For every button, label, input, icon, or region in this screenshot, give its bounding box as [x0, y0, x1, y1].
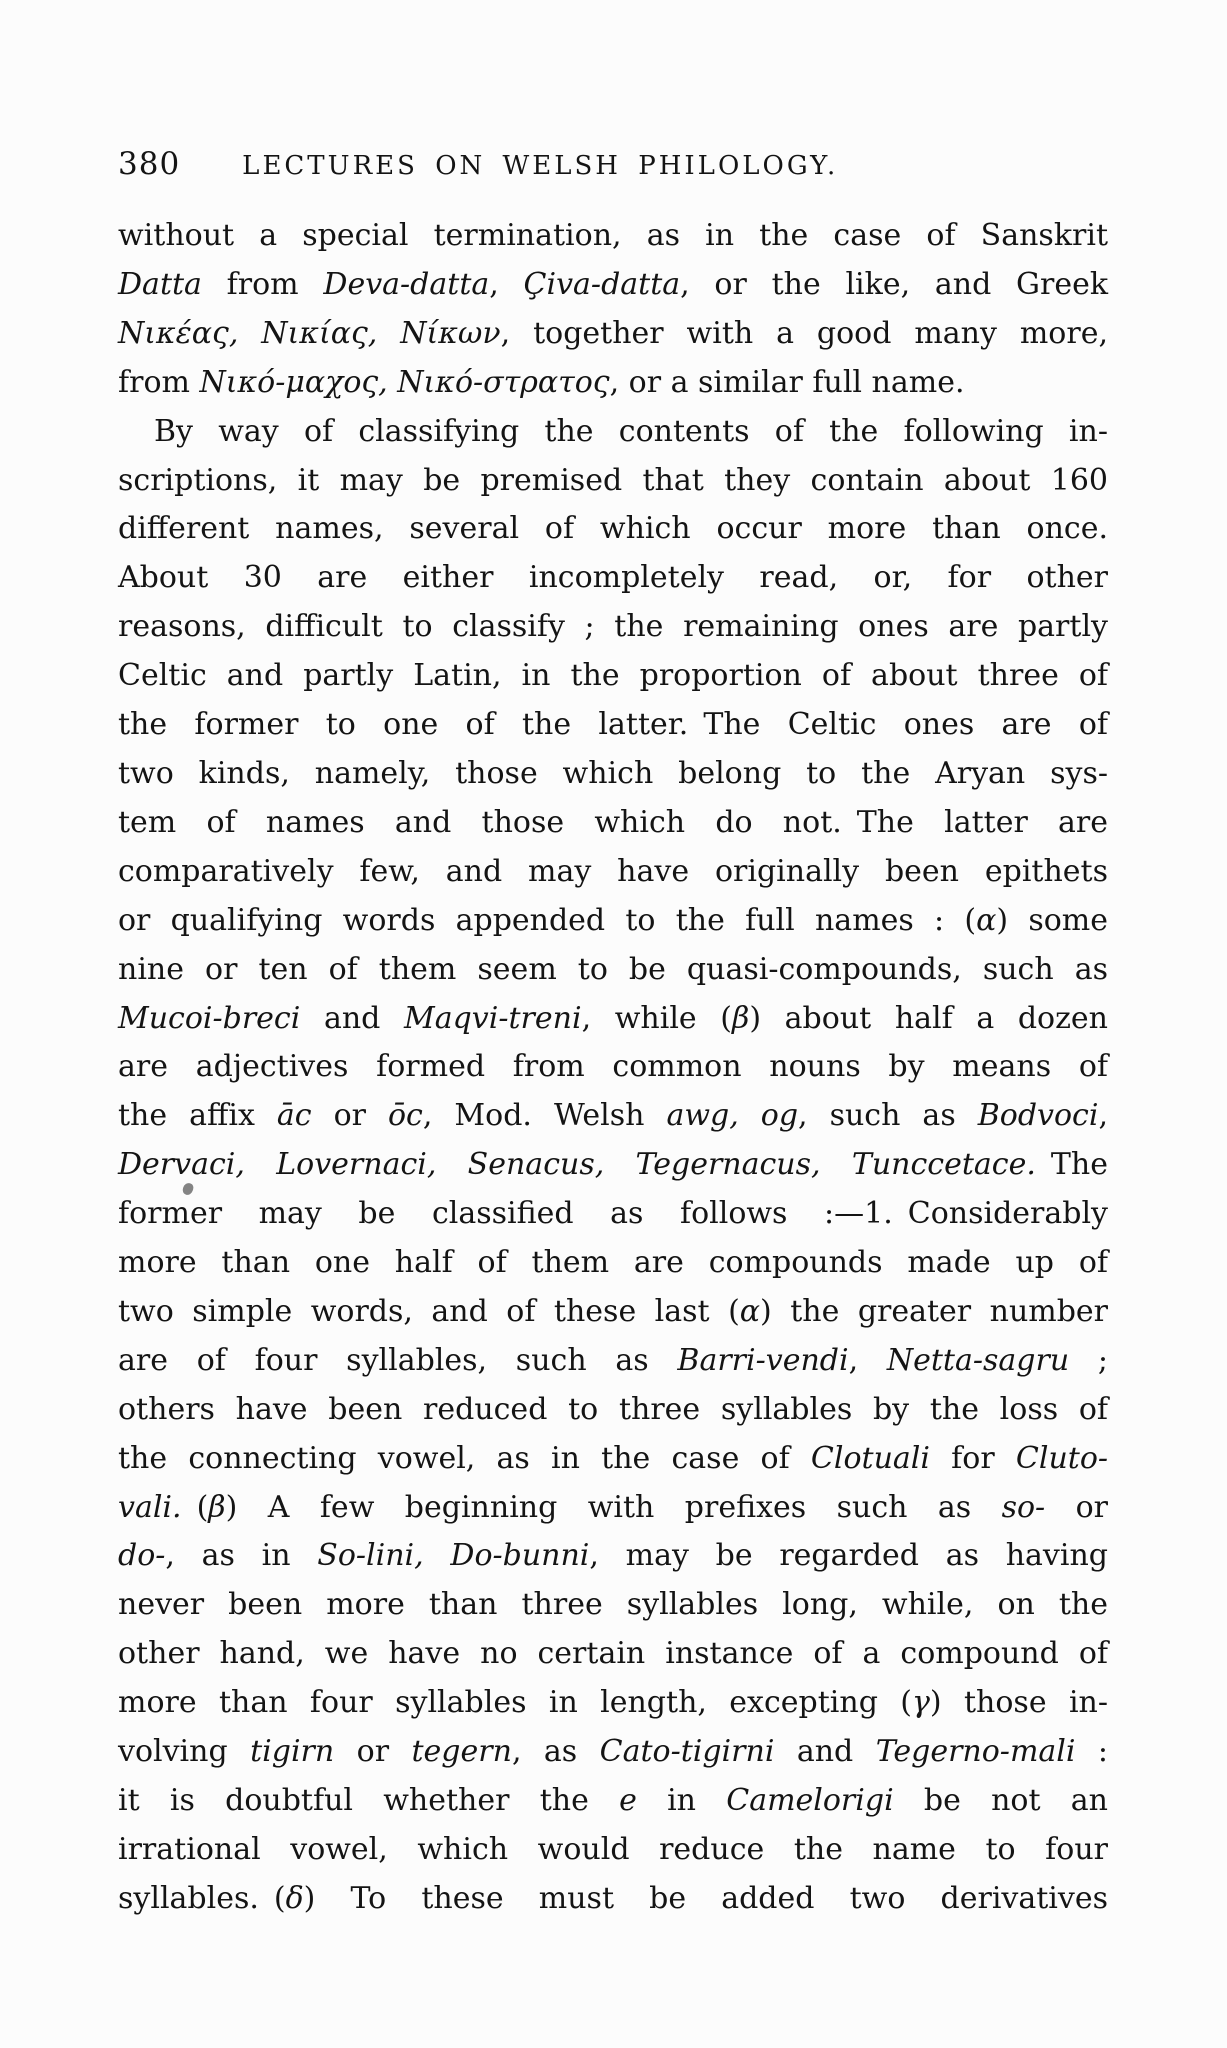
text-line: [118, 505, 1108, 554]
plain-text: ,: [1098, 1098, 1108, 1134]
body-text: [118, 212, 1108, 1924]
italic-text: Tegerno-mali: [875, 1734, 1076, 1770]
plain-text: and: [300, 1000, 404, 1036]
text-line: [118, 897, 1108, 946]
plain-text: , as in: [165, 1538, 318, 1574]
plain-text: ) To these must be added two derivatives: [303, 1880, 1108, 1916]
plain-text: the connecting vowel, as in the case of: [118, 1440, 811, 1476]
italic-text: Deva-datta: [323, 266, 490, 302]
text-line: [118, 1141, 1108, 1190]
text-line: [118, 1239, 1108, 1288]
greek-text: α: [739, 1293, 761, 1329]
plain-text: from: [118, 364, 200, 400]
greek-text: Νικό-μαχος, Νικό-στρατος: [199, 364, 610, 400]
plain-text: tem of names and those which do not. The latter are: [118, 804, 1108, 840]
italic-text: tegern: [411, 1734, 512, 1770]
plain-text: , while (: [581, 1000, 732, 1036]
plain-text: others have been reduced to three syllables by the loss of: [118, 1391, 1108, 1427]
plain-text: ) the greater number: [760, 1293, 1109, 1329]
text-line: [118, 1679, 1108, 1728]
text-line: [118, 1337, 1108, 1386]
italic-text: So-lini, Do-bunni: [317, 1538, 590, 1574]
text-line: [118, 652, 1108, 701]
italic-text: Dervaci, Lovernaci, Senacus, Tegernacus, Tunccetace.: [118, 1147, 1036, 1183]
plain-text: By way of classifying the contents of the following in-: [154, 413, 1108, 449]
plain-text: are of four syllables, such as: [118, 1342, 678, 1378]
italic-text: Cluto-: [1015, 1440, 1109, 1476]
italic-text: vali.: [118, 1489, 182, 1525]
plain-text: two kinds, namely, those which belong to the Aryan sys-: [118, 755, 1108, 791]
plain-text: volving: [118, 1734, 251, 1770]
plain-text: syllables. (: [118, 1880, 286, 1916]
plain-text: ,: [848, 1342, 887, 1378]
italic-text: Çiva-datta: [523, 266, 681, 302]
plain-text: for: [929, 1440, 1016, 1476]
text-line: [118, 1190, 1108, 1239]
text-line: [118, 1386, 1108, 1435]
greek-text: γ: [911, 1685, 930, 1721]
plain-text: (: [181, 1489, 209, 1525]
plain-text: or: [334, 1734, 412, 1770]
text-line: [118, 603, 1108, 652]
greek-text: β: [208, 1489, 226, 1525]
italic-text: e: [619, 1783, 637, 1818]
plain-text: from: [201, 266, 324, 302]
plain-text: ,: [489, 266, 524, 302]
plain-text: ) those in-: [929, 1685, 1109, 1721]
text-line: [118, 359, 1108, 408]
running-title: LECTURES ON WELSH PHILOLOGY.: [242, 151, 839, 181]
plain-text: without a special termination, as in the case of Sanskrit: [118, 218, 1108, 253]
greek-text: β: [732, 1000, 750, 1036]
text-line: [118, 1826, 1108, 1875]
plain-text: in: [636, 1783, 727, 1818]
plain-text: and: [774, 1734, 876, 1770]
plain-text: two simple words, and of these last (: [118, 1293, 740, 1329]
text-line: [118, 1630, 1108, 1679]
plain-text: the affix: [118, 1098, 277, 1134]
plain-text: it is doubtful whether the: [118, 1783, 620, 1818]
italic-text: āc: [276, 1098, 312, 1134]
plain-text: irrational vowel, which would reduce the name to four: [118, 1831, 1108, 1867]
plain-text: comparatively few, and may have originally been epithets: [118, 853, 1108, 889]
italic-text: Clotuali: [810, 1440, 930, 1476]
italic-text: ōc: [388, 1098, 423, 1134]
italic-text: Bodvoci: [977, 1098, 1099, 1134]
plain-text: ) A few beginning with prefixes such as: [225, 1489, 1002, 1525]
plain-text: more than one half of them are compounds made up of: [118, 1245, 1108, 1281]
plain-text: , together with a good many more,: [500, 315, 1108, 351]
text-line: [118, 1728, 1108, 1777]
italic-text: do-: [118, 1538, 166, 1574]
text-line: [118, 1484, 1108, 1533]
plain-text: About 30 are either incompletely read, or, for other: [118, 560, 1108, 596]
italic-text: Camelorigi: [726, 1783, 894, 1818]
plain-text: scriptions, it may be premised that they contain about 160: [118, 462, 1108, 498]
plain-text: , Mod. Welsh: [422, 1098, 667, 1134]
text-line: [118, 1435, 1108, 1484]
plain-text: or qualifying words appended to the full names : (: [118, 902, 977, 938]
italic-text: Datta: [118, 266, 202, 302]
italic-text: Netta-sagru: [886, 1342, 1070, 1378]
plain-text: former may be classified as follows :—1. Considerably: [118, 1196, 1108, 1232]
text-line: [118, 848, 1108, 897]
plain-text: :: [1075, 1734, 1109, 1770]
text-line: [118, 1043, 1108, 1092]
italic-text: so-: [1001, 1489, 1046, 1525]
plain-text: the former to one of the latter. The Celtic ones are of: [118, 707, 1108, 743]
italic-text: Maqvi-treni: [404, 1000, 582, 1036]
italic-text: Cato-tigirni: [599, 1734, 775, 1770]
page-header: [118, 146, 1108, 182]
plain-text: , such as: [798, 1098, 978, 1134]
plain-text: never been more than three syllables long, while, on the: [118, 1587, 1108, 1623]
plain-text: Celtic and partly Latin, in the proportion of about three of: [118, 658, 1108, 694]
text-line: [118, 408, 1108, 457]
text-line: [118, 212, 1108, 261]
text-line: [118, 554, 1108, 603]
greek-text: Νικέας, Νικίας, Νίκων: [118, 315, 501, 351]
text-line: [118, 946, 1108, 995]
text-line: [118, 1532, 1108, 1581]
plain-text: reasons, difficult to classify ; the remaining ones are partly: [118, 609, 1108, 645]
plain-text: different names, several of which occur more than once.: [118, 511, 1108, 547]
italic-text: awg, og: [666, 1098, 799, 1134]
text-line: [118, 310, 1108, 359]
plain-text: ;: [1069, 1342, 1108, 1378]
text-line: [118, 1777, 1108, 1826]
greek-text: δ: [285, 1880, 304, 1916]
plain-text: more than four syllables in length, excepting (: [118, 1685, 912, 1721]
plain-text: or: [311, 1098, 388, 1134]
plain-text: are adjectives formed from common nouns by means of: [118, 1049, 1108, 1085]
plain-text: ) some: [996, 902, 1108, 938]
plain-text: be not an: [893, 1783, 1108, 1818]
plain-text: , or the like, and Greek: [680, 266, 1109, 302]
italic-text: Mucoi-breci: [118, 1000, 301, 1036]
text-line: [118, 1875, 1108, 1924]
greek-text: α: [976, 902, 997, 938]
page-number: 380: [118, 146, 181, 182]
text-line: [118, 1581, 1108, 1630]
plain-text: The: [1035, 1147, 1108, 1183]
plain-text: other hand, we have no certain instance of a compound of: [118, 1636, 1108, 1672]
text-line: [118, 750, 1108, 799]
plain-text: , as: [511, 1734, 600, 1770]
plain-text: or: [1045, 1489, 1108, 1525]
text-line: [118, 1288, 1108, 1337]
text-line: [118, 995, 1108, 1044]
plain-text: nine or ten of them seem to be quasi-compounds, such as: [118, 951, 1108, 987]
plain-text: , or a similar full name.: [609, 364, 965, 400]
text-line: [118, 799, 1108, 848]
plain-text: , may be regarded as having: [589, 1538, 1108, 1574]
italic-text: Barri-vendi: [677, 1342, 849, 1378]
text-line: [118, 701, 1108, 750]
text-line: [118, 1092, 1108, 1141]
text-line: [118, 457, 1108, 506]
plain-text: ) about half a dozen: [749, 1000, 1108, 1036]
text-line: [118, 261, 1108, 310]
italic-text: tigirn: [250, 1734, 335, 1770]
